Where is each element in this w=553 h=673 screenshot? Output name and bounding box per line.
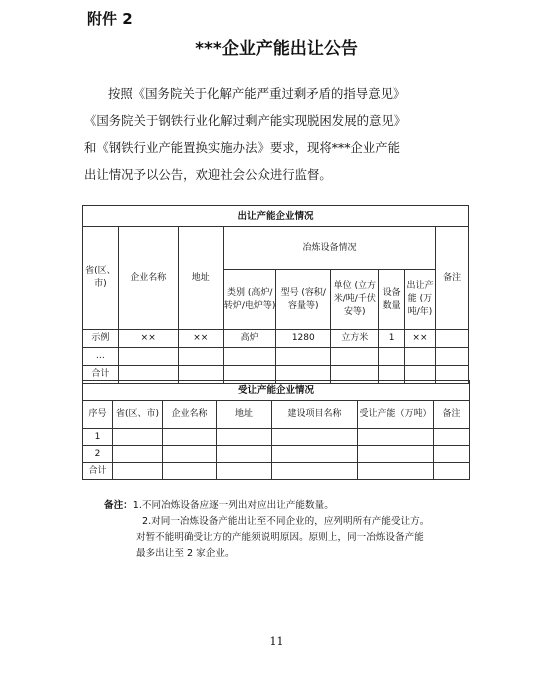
header-address: 地址: [178, 227, 223, 330]
transferor-table: [82, 205, 469, 384]
header-serial: 序号: [83, 401, 113, 429]
header-project: 建设项目名称: [272, 401, 358, 429]
header-category: 类别 (高炉/转炉/电炉等): [223, 270, 276, 330]
table-cell: [434, 446, 470, 463]
table-cell: ××: [118, 330, 178, 348]
table-cell: [223, 348, 276, 366]
table-cell: [404, 348, 436, 366]
attachment-label: 附件 2: [87, 10, 133, 28]
note-line: 对暂不能明确受让方的产能须说明原因。原则上，同一冶炼设备产能: [136, 532, 424, 543]
table-cell: [379, 348, 404, 366]
header-company: 企业名称: [163, 401, 217, 429]
table-cell: [436, 330, 469, 348]
transferee-table-caption: 受让产能企业情况: [83, 381, 470, 401]
table-cell: ××: [404, 330, 436, 348]
table-cell: [436, 348, 469, 366]
note-line: 2.对同一冶炼设备产能出让至不同企业的，应列明所有产能受让方。: [142, 516, 430, 527]
table-cell: [113, 463, 163, 480]
table-cell: …: [83, 348, 119, 366]
table-cell: 1: [379, 330, 404, 348]
table-cell: 合计: [83, 366, 119, 384]
table-cell: [272, 429, 358, 446]
table-cell: [163, 429, 217, 446]
header-quantity: 设备数量: [379, 270, 404, 330]
note-line: [104, 498, 429, 514]
table-cell: [163, 446, 217, 463]
header-company: 企业名称: [118, 227, 178, 330]
document-title: ***企业产能出让公告: [195, 39, 358, 59]
transferee-table: [82, 380, 470, 480]
table-cell: 立方米: [331, 330, 379, 348]
table-cell: [113, 446, 163, 463]
table-cell: [358, 429, 434, 446]
notes: [104, 498, 429, 562]
paragraph-line: 《国务院关于钢铁行业化解过剩产能实现脱困发展的意见》: [84, 113, 407, 128]
table-cell: 示例: [83, 330, 119, 348]
announcement-paragraph: [84, 80, 476, 188]
table-cell: [118, 348, 178, 366]
header-model: 型号 (容积/容量等): [276, 270, 331, 330]
page-number: 11: [269, 635, 284, 648]
notes-label: 备注：: [104, 500, 133, 511]
header-capacity: 出让产能 (万吨/年): [404, 270, 436, 330]
table-cell: [217, 429, 272, 446]
paragraph-line: 按照《国务院关于化解产能严重过剩矛盾的指导意见》: [108, 86, 406, 101]
table-cell: [113, 429, 163, 446]
table-cell: [434, 429, 470, 446]
header-province: 省(区、市): [83, 227, 119, 330]
table-cell: [331, 348, 379, 366]
table-cell: [272, 446, 358, 463]
table-cell: [276, 348, 331, 366]
table-cell: 高炉: [223, 330, 276, 348]
table-cell: 1: [83, 429, 113, 446]
header-equipment: 冶炼设备情况: [223, 227, 435, 270]
header-received-capacity: 受让产能（万吨）: [358, 401, 434, 429]
header-address: 地址: [217, 401, 272, 429]
table-cell: [358, 463, 434, 480]
table-cell: [434, 463, 470, 480]
table-cell: ××: [178, 330, 223, 348]
table-cell: [358, 446, 434, 463]
table-cell: 1280: [276, 330, 331, 348]
table-row: [83, 348, 469, 366]
header-unit: 单位 (立方米/吨/千伏安等): [331, 270, 379, 330]
table-cell: [217, 446, 272, 463]
note-line: 最多出让至 2 家企业。: [136, 548, 235, 559]
table-row-total: [83, 463, 470, 480]
table-cell: 合计: [83, 463, 113, 480]
table-cell: [178, 348, 223, 366]
table-cell: [272, 463, 358, 480]
table-cell: [217, 463, 272, 480]
table-row: [83, 330, 469, 348]
paragraph-line: 出让情况予以公告，欢迎社会公众进行监督。: [84, 167, 332, 182]
note-text: 1.不同冶炼设备应逐一列出对应出让产能数量。: [132, 500, 334, 511]
table-cell: 2: [83, 446, 113, 463]
table-row: [83, 446, 470, 463]
header-province: 省(区、市): [113, 401, 163, 429]
table-row: [83, 429, 470, 446]
transferor-table-caption: 出让产能企业情况: [83, 206, 469, 227]
table-cell: [163, 463, 217, 480]
header-remark: 备注: [436, 227, 469, 330]
header-remark: 备注: [434, 401, 470, 429]
paragraph-line: 和《钢铁行业产能置换实施办法》要求，现将***企业产能: [84, 140, 400, 155]
